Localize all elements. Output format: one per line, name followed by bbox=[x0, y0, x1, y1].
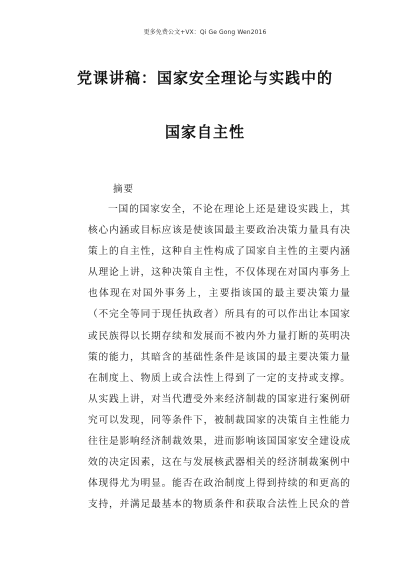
body-line: 策的能力，其暗含的基础性条件是该国的最主要决策力量 bbox=[88, 351, 350, 363]
body-line: 效的决定因素，这在与发展核武器相关的经济制裁案例中 bbox=[88, 457, 350, 469]
body-line: 在制度上、物质上或合法性上得到了一定的支持或支撑。 bbox=[88, 372, 350, 384]
body-line: 从理论上讲，这种决策自主性，不仅体现在对国内事务上 bbox=[88, 267, 350, 279]
document-title: 党课讲稿：国家安全理论与实践中的 bbox=[76, 69, 333, 87]
body-line: 策上的自主性，这种自主性构成了国家自主性的主要内涵 bbox=[88, 246, 350, 258]
body-line: 支持，并满足最基本的物质条件和获取合法性上民众的普 bbox=[88, 499, 350, 511]
abstract-body bbox=[88, 199, 350, 515]
body-line: 究可以发现，同等条件下，被制裁国家的决策自主性能力 bbox=[88, 414, 350, 426]
body-line: 或民族得以长期存续和发展而不被内外力量打断的英明决 bbox=[88, 330, 350, 342]
body-line: 一国的国家安全，不论在理论上还是建设实践上，其 bbox=[108, 204, 350, 215]
body-line: 也体现在对国外事务上，主要指该国的最主要决策力量 bbox=[88, 288, 350, 300]
body-line: 核心内涵或目标应该是使该国最主要政治决策力量具有决 bbox=[88, 225, 350, 237]
body-line: 从实践上讲，对当代遭受外来经济制裁的国家进行案例研 bbox=[88, 393, 350, 405]
body-line: （不完全等同于现任执政者）所具有的可以作出让本国家 bbox=[88, 309, 350, 321]
abstract-label: 摘要 bbox=[113, 184, 135, 195]
body-line: 往往是影响经济制裁效果，进而影响该国国家安全建设成 bbox=[88, 436, 350, 448]
body-line: 体现得尤为明显。能否在政治制度上得到持续的和更高的 bbox=[88, 478, 350, 490]
header-note: 更多免费公文+VX：Qi Ge Gong Wen2016 bbox=[143, 29, 267, 36]
document-title-continued: 国家自主性 bbox=[164, 123, 245, 141]
